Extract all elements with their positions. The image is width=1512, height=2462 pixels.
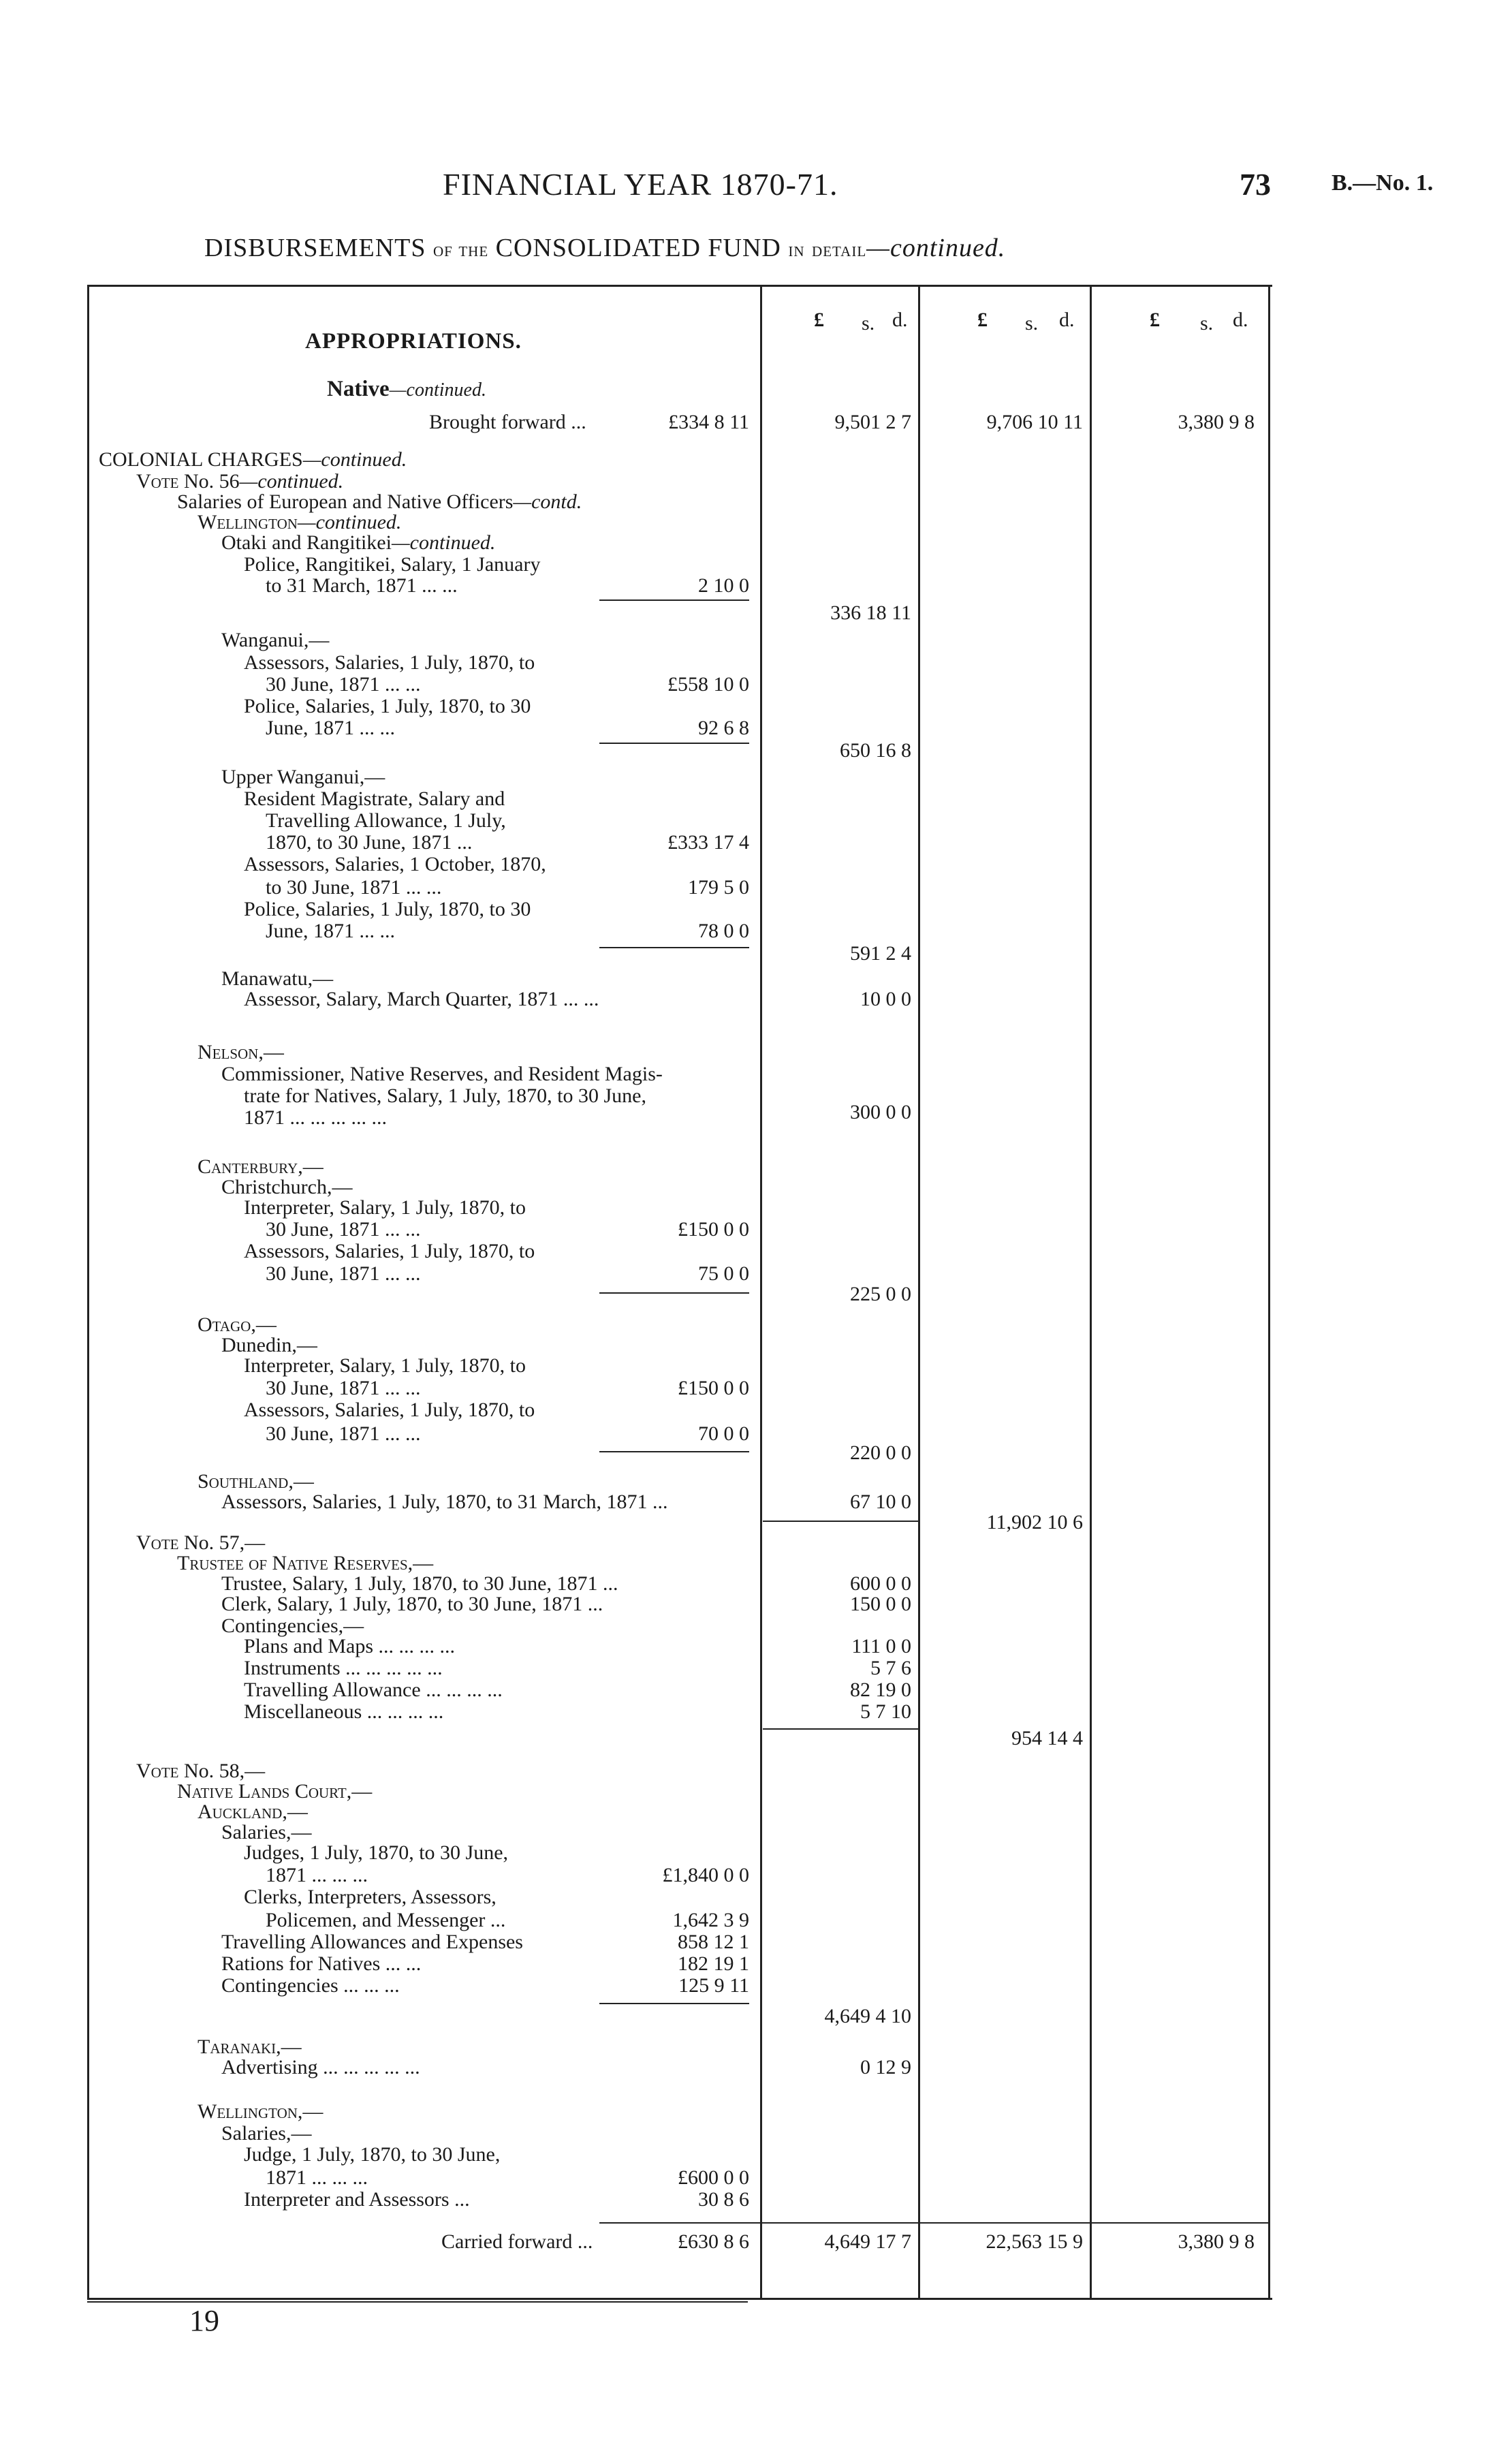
salaries-heading bbox=[177, 492, 582, 512]
col3-pence-header: d. bbox=[1233, 309, 1248, 331]
brought-forward-col3: 3,380 9 8 bbox=[1178, 411, 1255, 433]
vote-label: Vote bbox=[136, 1760, 179, 1782]
province-heading bbox=[198, 2102, 323, 2122]
vote-cont: —continued. bbox=[239, 470, 344, 493]
col1-amount: 0 12 9 bbox=[860, 2056, 911, 2078]
line-text: June, 1871 ... ... bbox=[266, 920, 395, 942]
line-text: Judges, 1 July, 1870, to 30 June, bbox=[244, 1841, 509, 1864]
native-heading bbox=[327, 378, 486, 401]
vote-57-heading bbox=[136, 1533, 265, 1553]
brought-forward-col2: 9,706 10 11 bbox=[986, 411, 1083, 433]
subtitle-part: of the bbox=[433, 238, 489, 261]
inner-amount: 75 0 0 bbox=[698, 1262, 749, 1285]
vote-number: No. 57,— bbox=[184, 1531, 266, 1554]
line-text: June, 1871 ... ... bbox=[266, 717, 395, 739]
section-heading: Manawatu,— bbox=[221, 967, 334, 990]
page-title: FINANCIAL YEAR 1870-71. bbox=[443, 167, 838, 202]
carried-forward-rule bbox=[599, 2222, 1268, 2224]
line-text: Assessors, Salaries, 1 July, 1870, to bbox=[244, 1240, 535, 1262]
inner-amount: 92 6 8 bbox=[698, 717, 749, 739]
inner-amount: £150 0 0 bbox=[678, 1377, 749, 1399]
col3-shilling-header: s. bbox=[1200, 312, 1214, 334]
table-bottom-rule bbox=[87, 2298, 1272, 2300]
subtitle-part: detail bbox=[812, 238, 867, 261]
col1-amount: 220 0 0 bbox=[850, 1442, 911, 1464]
col1-amount: 650 16 8 bbox=[840, 739, 911, 762]
line-text: Travelling Allowance, 1 July, bbox=[266, 809, 506, 832]
line-text: Assessors, Salaries, 1 July, 1870, to bbox=[244, 651, 535, 674]
subtitle-part: in bbox=[788, 238, 805, 261]
subtotal-rule bbox=[599, 599, 749, 601]
carried-forward-inner: £630 8 6 bbox=[678, 2230, 749, 2253]
vote-number: No. 56 bbox=[184, 470, 240, 493]
inner-amount: 78 0 0 bbox=[698, 920, 749, 942]
line-text: Travelling Allowance ... ... ... ... bbox=[244, 1679, 503, 1701]
line-text: 1871 ... ... ... ... ... bbox=[244, 1106, 387, 1129]
signature-number: 19 bbox=[189, 2304, 219, 2337]
col1-amount: 300 0 0 bbox=[850, 1101, 911, 1123]
subtotal-rule bbox=[599, 2003, 749, 2004]
wellington-label: Wellington bbox=[198, 511, 298, 533]
line-text: Police, Salaries, 1 July, 1870, to 30 bbox=[244, 695, 531, 717]
col2-shilling-header: s. bbox=[1025, 312, 1039, 334]
inner-amount: £1,840 0 0 bbox=[662, 1864, 749, 1886]
subtitle-part: CONSOLIDATED FUND bbox=[495, 234, 781, 262]
line-text: 1870, to 30 June, 1871 ... bbox=[266, 831, 473, 854]
brought-forward-col1: 9,501 2 7 bbox=[834, 411, 911, 433]
line-text: Assessors, Salaries, 1 July, 1870, to 31 March, 1871 ... bbox=[221, 1491, 668, 1513]
section-label: Trustee of Native Reserves bbox=[177, 1552, 408, 1574]
line-text: Interpreter, Salary, 1 July, 1870, to bbox=[244, 1354, 526, 1377]
inner-amount: £150 0 0 bbox=[678, 1218, 749, 1241]
province-label: Nelson bbox=[198, 1041, 259, 1063]
salaries-cont: —contd. bbox=[513, 490, 582, 513]
salaries-label: Salaries of European and Native Officers bbox=[177, 490, 514, 513]
province-dash: ,— bbox=[251, 1313, 277, 1336]
province-label: Otago bbox=[198, 1313, 251, 1336]
line-text: 30 June, 1871 ... ... bbox=[266, 1377, 421, 1399]
col2-amount: 11,902 10 6 bbox=[986, 1511, 1083, 1533]
province-dash: ,— bbox=[282, 1801, 308, 1823]
vote-label: Vote bbox=[136, 470, 179, 493]
province-label: Taranaki bbox=[198, 2036, 277, 2058]
page-number: 73 bbox=[1240, 167, 1271, 202]
line-text: Clerks, Interpreters, Assessors, bbox=[244, 1886, 497, 1908]
col1-amount: 4,649 4 10 bbox=[824, 2005, 911, 2027]
line-text: to 31 March, 1871 ... ... bbox=[266, 574, 458, 597]
province-heading bbox=[198, 1042, 284, 1063]
wellington-cont: —continued. bbox=[297, 511, 402, 533]
section-dash: ,— bbox=[407, 1552, 434, 1574]
document-reference: B.—No. 1. bbox=[1332, 170, 1434, 196]
col1-amount: 5 7 10 bbox=[860, 1700, 911, 1723]
line-text: Police, Rangitikei, Salary, 1 January bbox=[244, 553, 541, 576]
column-rule-3 bbox=[1090, 285, 1092, 2298]
line-text: Assessors, Salaries, 1 October, 1870, bbox=[244, 853, 546, 875]
province-dash: ,— bbox=[298, 1155, 324, 1178]
subtotal-rule bbox=[599, 743, 749, 744]
otaki-label: Otaki and Rangitikei bbox=[221, 531, 392, 554]
wellington-heading bbox=[198, 512, 401, 533]
colonial-charges-heading bbox=[99, 450, 407, 470]
footer-rule bbox=[87, 2301, 748, 2303]
vote-58-heading bbox=[136, 1761, 265, 1781]
line-text: trate for Natives, Salary, 1 July, 1870, to 30 June, bbox=[244, 1085, 646, 1107]
line-text: Clerk, Salary, 1 July, 1870, to 30 June, 1871 ... bbox=[221, 1593, 603, 1615]
carried-forward-col3: 3,380 9 8 bbox=[1178, 2230, 1255, 2253]
line-text: Policemen, and Messenger ... bbox=[266, 1909, 506, 1931]
section-heading: Wanganui,— bbox=[221, 629, 330, 651]
subtotal-rule bbox=[599, 947, 749, 948]
line-text: Police, Salaries, 1 July, 1870, to 30 bbox=[244, 898, 531, 920]
otaki-cont: —continued. bbox=[391, 531, 496, 554]
line-text: Plans and Maps ... ... ... ... bbox=[244, 1635, 455, 1657]
line-text: 30 June, 1871 ... ... bbox=[266, 1218, 421, 1241]
province-heading bbox=[198, 1315, 277, 1335]
province-label: Southland bbox=[198, 1470, 289, 1493]
subtotal-rule bbox=[599, 1292, 749, 1294]
colonial-charges-label: COLONIAL CHARGES bbox=[99, 448, 303, 471]
inner-amount: 70 0 0 bbox=[698, 1422, 749, 1445]
section-heading: Contingencies,— bbox=[221, 1615, 364, 1637]
column-rule-2 bbox=[918, 285, 920, 2298]
line-text: Judge, 1 July, 1870, to 30 June, bbox=[244, 2143, 501, 2166]
col1-amount: 336 18 11 bbox=[830, 602, 911, 624]
line-text: Travelling Allowances and Expenses bbox=[221, 1931, 523, 1953]
line-text: Miscellaneous ... ... ... ... bbox=[244, 1700, 444, 1723]
line-text: Rations for Natives ... ... bbox=[221, 1952, 422, 1975]
section-heading: Upper Wanganui,— bbox=[221, 766, 385, 788]
section-heading: Christchurch,— bbox=[221, 1176, 353, 1198]
vote-56-heading bbox=[136, 471, 343, 492]
section-heading bbox=[177, 1781, 372, 1802]
inner-amount: 30 8 6 bbox=[698, 2188, 749, 2211]
line-text: 30 June, 1871 ... ... bbox=[266, 1422, 421, 1445]
inner-amount: £558 10 0 bbox=[667, 673, 749, 696]
vote-label: Vote bbox=[136, 1531, 179, 1554]
province-heading bbox=[198, 2037, 302, 2057]
col1-pence-header: d. bbox=[892, 309, 908, 331]
line-text: Instruments ... ... ... ... ... bbox=[244, 1657, 443, 1679]
section-dash: ,— bbox=[346, 1780, 373, 1803]
province-label: Auckland bbox=[198, 1801, 283, 1823]
province-dash: ,— bbox=[276, 2036, 302, 2058]
line-text: 30 June, 1871 ... ... bbox=[266, 1262, 421, 1285]
inner-amount: £333 17 4 bbox=[667, 831, 749, 854]
province-dash: ,— bbox=[258, 1041, 284, 1063]
section-heading bbox=[177, 1553, 433, 1574]
brought-forward-label: Brought forward ... bbox=[429, 411, 586, 433]
section-heading: Salaries,— bbox=[221, 1821, 312, 1843]
line-text: Commissioner, Native Reserves, and Resident Magis- bbox=[221, 1063, 663, 1085]
line-text: Assessors, Salaries, 1 July, 1870, to bbox=[244, 1399, 535, 1421]
brought-forward-inner: £334 8 11 bbox=[668, 411, 749, 433]
section-heading: Dunedin,— bbox=[221, 1334, 317, 1356]
col1-amount: 591 2 4 bbox=[850, 942, 911, 965]
col1-amount: 67 10 0 bbox=[850, 1491, 911, 1513]
native-continued: —continued. bbox=[389, 379, 486, 401]
col1-amount: 82 19 0 bbox=[850, 1679, 911, 1701]
carried-forward-label: Carried forward ... bbox=[441, 2230, 593, 2253]
otaki-heading bbox=[221, 533, 495, 553]
line-text: Interpreter and Assessors ... bbox=[244, 2188, 470, 2211]
line-text: Interpreter, Salary, 1 July, 1870, to bbox=[244, 1196, 526, 1219]
col2-amount: 954 14 4 bbox=[1011, 1727, 1083, 1749]
province-label: Canterbury bbox=[198, 1155, 298, 1178]
col1-amount: 10 0 0 bbox=[860, 988, 911, 1010]
inner-amount: 858 12 1 bbox=[678, 1931, 749, 1953]
col1-shilling-header: s. bbox=[862, 312, 875, 334]
table-top-rule bbox=[87, 285, 1272, 287]
line-text: Resident Magistrate, Salary and bbox=[244, 788, 505, 810]
line-text: Trustee, Salary, 1 July, 1870, to 30 June, 1871 ... bbox=[221, 1572, 618, 1595]
vote-number: No. 58,— bbox=[184, 1760, 266, 1782]
line-text: 1871 ... ... ... bbox=[266, 2166, 368, 2189]
table-left-rule bbox=[87, 285, 89, 2298]
line-text: to 30 June, 1871 ... ... bbox=[266, 876, 442, 899]
province-heading bbox=[198, 1802, 308, 1822]
col1-amount: 5 7 6 bbox=[870, 1657, 911, 1679]
col3-pound-header: £ bbox=[1150, 309, 1160, 331]
page-subtitle bbox=[204, 235, 1005, 261]
column-rule-1 bbox=[760, 285, 762, 2298]
inner-amount: 182 19 1 bbox=[678, 1952, 749, 1975]
province-heading bbox=[198, 1157, 324, 1177]
carried-forward-col2: 22,563 15 9 bbox=[986, 2230, 1083, 2253]
section-heading: Salaries,— bbox=[221, 2122, 312, 2145]
colonial-charges-cont: —continued. bbox=[302, 448, 407, 471]
inner-amount: £600 0 0 bbox=[678, 2166, 749, 2189]
column-total-rule bbox=[763, 1521, 918, 1522]
province-dash: ,— bbox=[297, 2100, 324, 2123]
col1-amount: 111 0 0 bbox=[851, 1635, 911, 1657]
line-text: Assessor, Salary, March Quarter, 1871 ... ... bbox=[244, 988, 599, 1010]
table-right-rule bbox=[1268, 285, 1270, 2298]
section-label: Native Lands Court bbox=[177, 1780, 347, 1803]
line-text: Contingencies ... ... ... bbox=[221, 1974, 400, 1997]
subtitle-part: —continued. bbox=[866, 234, 1006, 262]
col2-pence-header: d. bbox=[1059, 309, 1075, 331]
inner-amount: 179 5 0 bbox=[688, 876, 749, 899]
subtitle-part: DISBURSEMENTS bbox=[204, 234, 426, 262]
col2-pound-header: £ bbox=[977, 309, 988, 331]
inner-amount: 2 10 0 bbox=[698, 574, 749, 597]
appropriations-heading: APPROPRIATIONS. bbox=[305, 329, 522, 354]
native-label: Native bbox=[327, 377, 390, 401]
province-heading bbox=[198, 1471, 314, 1492]
line-text: 1871 ... ... ... bbox=[266, 1864, 368, 1886]
col1-amount: 225 0 0 bbox=[850, 1283, 911, 1305]
line-text: 30 June, 1871 ... ... bbox=[266, 673, 421, 696]
line-text: Advertising ... ... ... ... ... bbox=[221, 2056, 420, 2078]
inner-amount: 1,642 3 9 bbox=[672, 1909, 749, 1931]
col1-amount: 600 0 0 bbox=[850, 1572, 911, 1595]
province-dash: ,— bbox=[288, 1470, 314, 1493]
subtotal-rule bbox=[599, 1451, 749, 1452]
province-label: Wellington bbox=[198, 2100, 298, 2123]
col1-pound-header: £ bbox=[814, 309, 824, 331]
inner-amount: 125 9 11 bbox=[678, 1974, 749, 1997]
column-total-rule bbox=[763, 1728, 918, 1730]
col1-amount: 150 0 0 bbox=[850, 1593, 911, 1615]
carried-forward-col1: 4,649 17 7 bbox=[824, 2230, 911, 2253]
